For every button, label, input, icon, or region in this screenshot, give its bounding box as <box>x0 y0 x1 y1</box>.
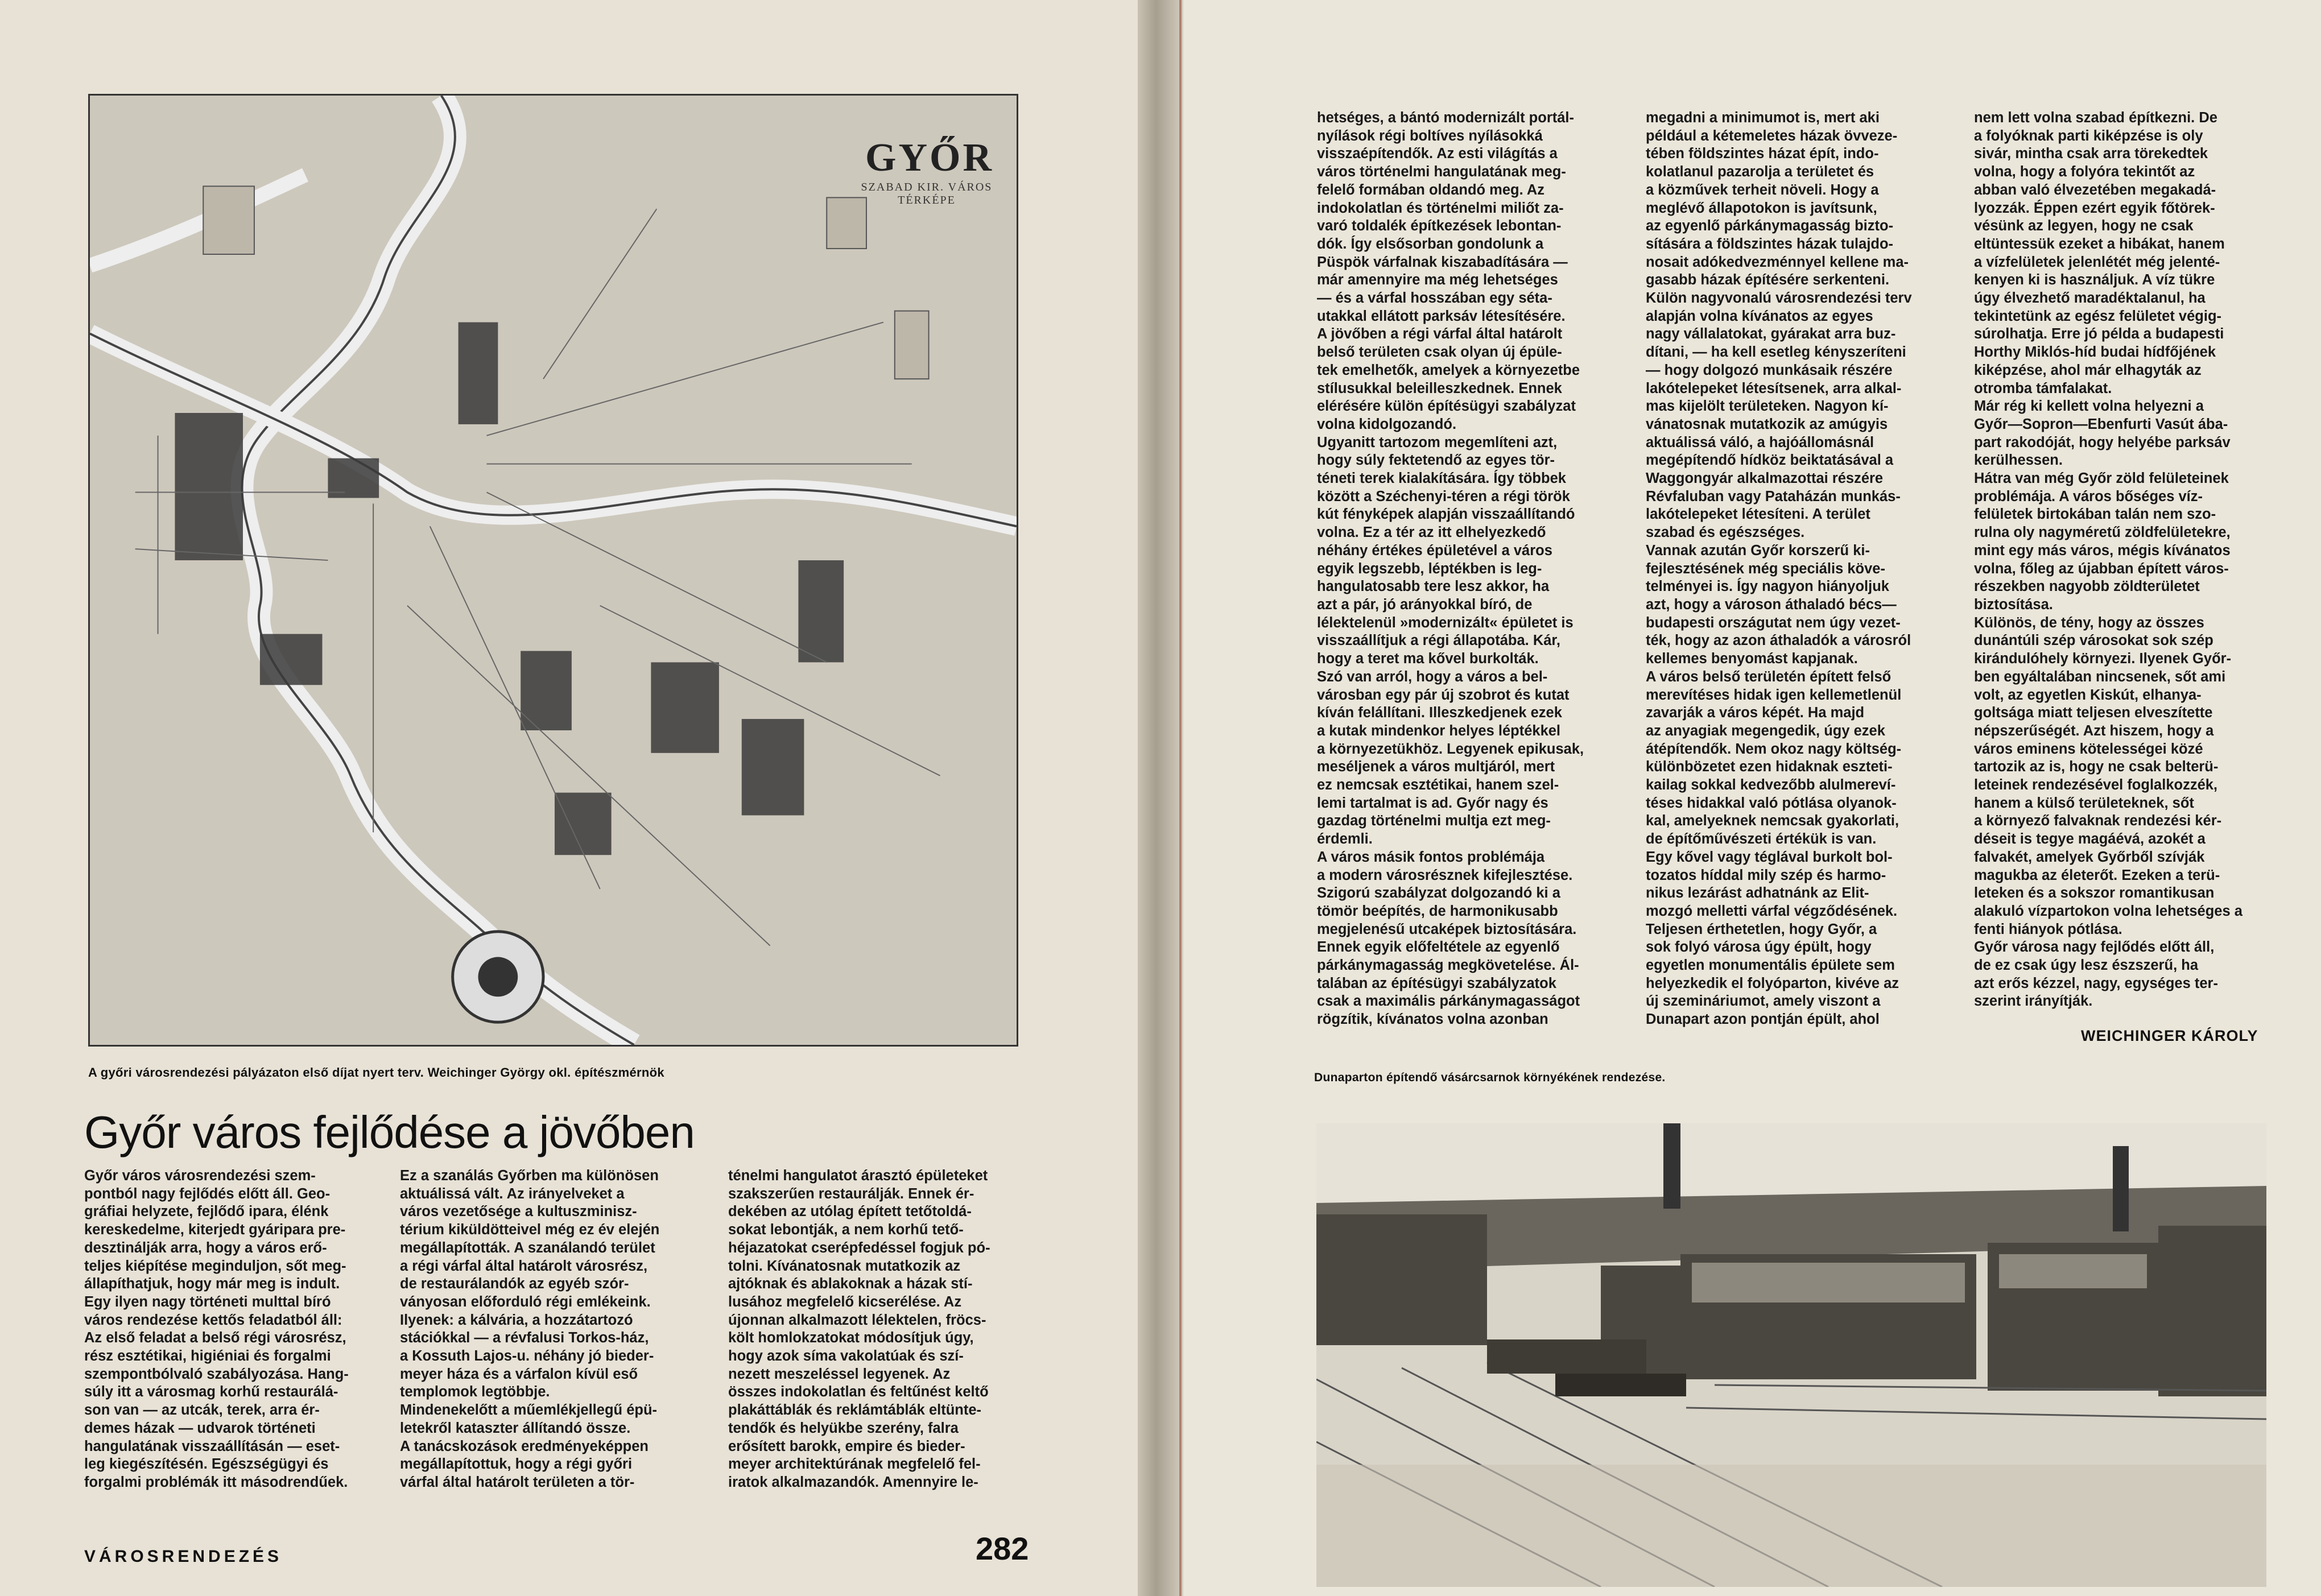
text-line: város történelmi hangulatának meg- <box>1317 164 1566 180</box>
text-line: Dunapart azon pontján épült, ahol <box>1646 1011 1880 1028</box>
text-line: szerint irányítják. <box>1974 993 2093 1010</box>
text-line: szempontbólvaló szabályozása. Hang- <box>84 1366 349 1382</box>
text-line: A jövőben a régi várfal által határolt <box>1317 326 1563 342</box>
text-line: problémája. A város bőséges víz- <box>1974 488 2203 505</box>
text-line: vésünk az legyen, hogy ne csak <box>1974 218 2194 234</box>
book-gutter <box>1138 0 1183 1596</box>
text-line: tében földszintes házat épít, indo- <box>1646 146 1879 162</box>
column-lines <box>1646 109 1944 1029</box>
text-line: hogy súly fektetendő az egyes tör- <box>1317 452 1555 469</box>
text-line: az anyagiak megengedik, úgy ezek <box>1646 722 1885 739</box>
text-line: ajtóknak és ablakoknak a házak stí- <box>728 1276 973 1292</box>
text-line: son van — az utcák, terek, arra ér- <box>84 1402 320 1419</box>
text-line: várfal által határolt területen a tör- <box>400 1474 635 1490</box>
left-column-3 <box>728 1167 1027 1492</box>
text-line: tolni. Kívánatosnak mutatkozik az <box>728 1258 961 1274</box>
text-line: népszerűségét. Azt hiszem, hogy a <box>1974 722 2214 739</box>
text-line: Révfaluban vagy Pataházán munkás- <box>1646 488 1901 505</box>
text-line: volna, hogy a folyóra tekintőt az <box>1974 164 2195 180</box>
text-line: szabad és egészséges. <box>1646 524 1805 541</box>
text-line: sok folyó városa úgy épült, hogy <box>1646 939 1872 956</box>
text-line: hetséges, a bántó modernizált portál- <box>1317 110 1574 126</box>
text-line: hanem a külső területeknek, sőt <box>1974 795 2194 811</box>
text-line: Ez a szanálás Győrben ma különösen <box>400 1168 659 1184</box>
text-line: meglévő állapotokon is javítsunk, <box>1646 200 1877 216</box>
text-line: rulna oly nagyméretű zöldfelületekre, <box>1974 524 2231 541</box>
text-line: azt erős kézzel, nagy, egységes ter- <box>1974 975 2218 991</box>
text-line: varó toldalék építkezések lebontan- <box>1317 218 1562 234</box>
text-line: Hátra van még Győr zöld felületeinek <box>1974 470 2229 487</box>
text-line: Vannak azután Győr korszerű ki- <box>1646 542 1870 559</box>
text-line: talában az építésügyi szabályzatok <box>1317 975 1556 991</box>
text-line: hangulatának visszaállításán — eset- <box>84 1438 340 1454</box>
text-line: vánatosnak mutatkozik az amúgyis <box>1646 416 1888 432</box>
text-line: téneti terek kialakítására. Így többek <box>1317 470 1566 487</box>
column-lines <box>728 1167 1027 1492</box>
text-line: otromba támfalakat. <box>1974 380 2112 396</box>
text-line: kirándulóhely környezi. Ilyenek Győr- <box>1974 651 2232 667</box>
text-line: között a Széchenyi-téren a régi török <box>1317 488 1570 505</box>
text-line: ez nemcsak esztétikai, hanem szel- <box>1317 777 1559 793</box>
text-line: rögzítik, kívánatos volna azonban <box>1317 1011 1548 1028</box>
text-line: a folyóknak parti kiképzése is oly <box>1974 127 2203 144</box>
text-line: kenyen ki is használjuk. A víz tükre <box>1974 272 2215 288</box>
text-line: tek emelhetők, amelyek a környezetbe <box>1317 362 1580 378</box>
text-line: templomok legtöbbje. <box>400 1384 550 1400</box>
text-line: meyer háza és a várfalon kívül eső <box>400 1366 638 1382</box>
text-line: átépítendők. Nem okoz nagy költség- <box>1646 741 1902 757</box>
text-line: nem lett volna szabad építkezni. De <box>1974 110 2217 126</box>
text-line: felületek birtokában talán nem szo- <box>1974 506 2216 523</box>
text-line: például a kétemeletes házak övveze- <box>1646 127 1898 144</box>
text-line: letekről kataszter állítandó össze. <box>400 1420 631 1436</box>
text-line: megépítendő hídköz beiktatásával a <box>1646 452 1894 469</box>
text-line: mas kijelölt területeken. Nagyon kí- <box>1646 398 1889 415</box>
section-footer: VÁROSRENDEZÉS <box>84 1547 283 1566</box>
text-line: Szó van arról, hogy a város a bel- <box>1317 668 1548 685</box>
text-line: megállapítottuk, hogy a régi győri <box>400 1456 633 1473</box>
text-line: biztosítása. <box>1974 596 2053 613</box>
text-line: párkánymagasság megkövetelése. Ál- <box>1317 957 1579 974</box>
text-line: Szigorú szabályzat dolgozandó ki a <box>1317 885 1560 902</box>
city-plan-map <box>88 94 1018 1047</box>
text-line: város eminens kötelességei közé <box>1974 741 2203 757</box>
text-line: aktuálissá váló, a hajóállomásnál <box>1646 434 1874 450</box>
text-line: különbözetet ezen hidaknak eszteti- <box>1646 759 1893 775</box>
drawing-caption: Dunaparton építendő vásárcsarnok környékének rendezése. <box>1314 1071 1666 1084</box>
text-line: néhány értékes épületével a város <box>1317 542 1552 559</box>
text-line: ték, hogy az azon áthaladók a városról <box>1646 632 1911 649</box>
map-subtitle: SZABAD KIR. VÁROS TÉRKÉPE <box>861 181 993 206</box>
text-line: volt, az egyetlen Kiskút, elhanya- <box>1974 687 2202 703</box>
text-line: azt, hogy a városon áthaladó bécs— <box>1646 596 1897 613</box>
text-line: rész esztétikai, higiéniai és forgalmi <box>84 1348 331 1365</box>
article-headline: Győr város fejlődése a jövőben <box>84 1107 695 1157</box>
left-page <box>0 0 1138 1596</box>
left-column-2 <box>400 1167 696 1492</box>
text-line: fenti hiányok pótlása. <box>1974 921 2122 937</box>
text-line: Győr városa nagy fejlődés előtt áll, <box>1974 939 2215 956</box>
text-line: kíván felállítani. Illeszkedjenek ezek <box>1317 705 1562 721</box>
text-line: demes házak — udvarok történeti <box>84 1420 316 1436</box>
text-line: sítására a földszintes házak tulajdo- <box>1646 235 1894 252</box>
text-line: új szemináriumot, amely viszont a <box>1646 993 1881 1010</box>
text-line: desztinálják arra, hogy a város erő- <box>84 1239 327 1256</box>
text-line: a vízfelületek jelenlétét még jelenté- <box>1974 254 2220 270</box>
text-line: Ugyanitt tartozom megemlíteni azt, <box>1317 434 1558 450</box>
text-line: a Kossuth Lajos-u. néhány jó bieder- <box>400 1348 654 1365</box>
text-line: ben egyáltalában nincsenek, sőt ami <box>1974 668 2226 685</box>
text-line: Ilyenek: a kálvária, a hozzátartozó <box>400 1312 633 1328</box>
text-line: lakótelepeket létesítsenek, arra alkal- <box>1646 380 1902 396</box>
text-line: városban egy pár új szobrot és kutat <box>1317 687 1570 703</box>
text-line: nyílások régi boltíves nyílásokká <box>1317 127 1543 144</box>
text-line: kút fényképek alapján visszaállítandó <box>1317 506 1575 523</box>
text-line: nosait adókedvezménnyel kellene ma- <box>1646 254 1909 270</box>
text-line: megjelenésű utcaképek biztosítására. <box>1317 921 1577 937</box>
text-line: dekében az utólag épített tetőtoldá- <box>728 1204 972 1220</box>
text-line: — hogy dolgozó munkásaik részére <box>1646 362 1893 378</box>
page-number: 282 <box>976 1531 1029 1566</box>
text-line: fejlesztésének még speciális köve- <box>1646 560 1885 577</box>
text-line: egyik legszebb, léptékben is leg- <box>1317 560 1542 577</box>
text-line: költ homlokzatokat módosítjuk úgy, <box>728 1330 974 1346</box>
text-line: tozatos híddal mily szép és harmo- <box>1646 867 1886 883</box>
text-line: erősített barokk, empire és bieder- <box>728 1438 965 1454</box>
text-line: Waggongyár alkalmazottai részére <box>1646 470 1884 487</box>
text-line: A tanácskozások eredményeképpen <box>400 1438 649 1454</box>
text-line: térium kiküldötteivel még ez év elején <box>400 1222 660 1238</box>
perspective-sketch <box>1316 1123 2266 1587</box>
text-line: volna, főleg az újabban épített város- <box>1974 560 2229 577</box>
text-line: nezett meszeléssel legyenek. Az <box>728 1366 951 1382</box>
text-line: — és a várfal hosszában egy séta- <box>1317 290 1552 307</box>
text-line: tendők és helyükbe szerény, falra <box>728 1420 959 1436</box>
column-lines <box>1317 109 1616 1029</box>
text-line: Horthy Miklós-híd budai hídfőjének <box>1974 344 2216 361</box>
text-line: lélektelenül »modernizált« épületet is <box>1317 614 1574 631</box>
text-line: úgy élvezhető maradéktalanul, ha <box>1974 290 2206 307</box>
text-line: leteinek rendezésével foglalkozzék, <box>1974 777 2218 793</box>
text-line: lusához megfelelő kicserélése. Az <box>728 1293 962 1310</box>
text-line: a modern városrésznek kifejlesztése. <box>1317 867 1573 883</box>
text-line: Különös, de tény, hogy az összes <box>1974 614 2204 631</box>
text-line: volna. Ez a tér az itt elhelyezkedő <box>1317 524 1546 541</box>
text-line: leteken és a sokszor romantikusan <box>1974 885 2215 902</box>
text-line: nagy vállalatokat, gyárakat arra buz- <box>1646 326 1896 342</box>
text-line: téses hidakkal való pótlása olyanok- <box>1646 795 1897 811</box>
text-line: tekintetünk az egész felületet végig- <box>1974 308 2222 324</box>
text-line: de ez csak úgy lesz észszerű, ha <box>1974 957 2199 974</box>
text-line: stációkkal — a révfalusi Torkos-ház, <box>400 1330 649 1346</box>
text-line: A város másik fontos problémája <box>1317 849 1545 865</box>
text-line: stílusukkal beleilleszkednek. Ennek <box>1317 380 1562 396</box>
text-line: gazdag történelmi multja ezt meg- <box>1317 813 1551 829</box>
text-line: telményei is. Így nagyon hiányoljuk <box>1646 578 1889 595</box>
text-line: Már rég ki kellett volna helyezni a <box>1974 398 2204 415</box>
text-line: állapíthatjuk, hogy már meg is indult. <box>84 1276 340 1292</box>
text-line: egyetlen monumentális épülete sem <box>1646 957 1895 974</box>
column-lines <box>400 1167 696 1492</box>
text-line: eltüntessük ezeket a hibákat, hanem <box>1974 235 2225 252</box>
text-line: elérésére külön építésügyi szabályzat <box>1317 398 1576 415</box>
text-line: magukba az életerőt. Ezeken a terü- <box>1974 867 2220 883</box>
text-line: a környezetükhöz. Legyenek epikusak, <box>1317 741 1584 757</box>
text-line: Győr—Sopron—Ebenfurti Vasút ába- <box>1974 416 2228 432</box>
text-line: Egy ilyen nagy történeti multtal bíró <box>84 1293 331 1310</box>
right-column-1 <box>1317 109 1616 1029</box>
text-line: kellemes benyomást kapjanak. <box>1646 651 1858 667</box>
map-title: GYŐR <box>865 136 994 180</box>
text-line: újonnan alkalmazott lélektelen, fröcs- <box>728 1312 986 1328</box>
text-line: Püspök várfalnak kiszabadítására — <box>1317 254 1568 270</box>
text-line: volna kidolgozandó. <box>1317 416 1457 432</box>
text-line: falvakét, amelyek Győrből szívják <box>1974 849 2205 865</box>
text-line: súly itt a városmag korhű restaurálá- <box>84 1384 338 1400</box>
text-line: felelő formában oldandó meg. Az <box>1317 181 1545 198</box>
text-line: lakótelepeket létesíteni. A terület <box>1646 506 1870 523</box>
text-line: mint egy más város, mégis kívánatos <box>1974 542 2231 559</box>
text-line: azt a pár, jó arányokkal bíró, de <box>1317 596 1533 613</box>
text-line: mozgó melletti várfal végződésének. <box>1646 903 1898 919</box>
text-line: összes indokolatlan és feltűnést keltő <box>728 1384 989 1400</box>
binding-thread <box>1179 0 1182 1596</box>
column-lines <box>1974 109 2270 1011</box>
text-line: pontból nagy fejlődés előtt áll. Geo- <box>84 1185 331 1202</box>
text-line: indokolatlan és történelmi miliőt za- <box>1317 200 1564 216</box>
text-line: aktuálissá vált. Az irányelveket a <box>400 1185 625 1202</box>
text-line: Egy kővel vagy téglával burkolt bol- <box>1646 849 1893 865</box>
text-line: gráfiai helyzete, fejlődő ipara, élénk <box>84 1204 329 1220</box>
text-line: megadni a minimumot is, mert aki <box>1646 110 1880 126</box>
text-line: szakszerűen restaurálják. Ennek ér- <box>728 1185 974 1202</box>
text-line: alapján volna kívánatos az egyes <box>1646 308 1873 324</box>
text-line: hogy a teret ma kővel burkolták. <box>1317 651 1539 667</box>
map-drawing <box>90 96 1017 1045</box>
text-line: zavarják a város képét. Ha majd <box>1646 705 1865 721</box>
text-line: kerülhessen. <box>1974 452 2063 469</box>
text-line: gasabb házak építésére serkenteni. <box>1646 272 1890 288</box>
text-line: Külön nagyvonalú városrendezési terv <box>1646 290 1912 307</box>
text-line: tömör beépítés, de harmonikusabb <box>1317 903 1558 919</box>
text-line: Győr város városrendezési szem- <box>84 1168 316 1184</box>
text-line: teljes kiépítése meginduljon, sőt meg- <box>84 1258 346 1274</box>
right-column-3 <box>1974 109 2270 1011</box>
text-line: kal, amelyeknek nemcsak gyakorlati, <box>1646 813 1899 829</box>
text-line: ténelmi hangulatot árasztó épületeket <box>728 1168 988 1184</box>
text-line: déseit is tegye magáévá, azokét a <box>1974 831 2206 847</box>
text-line: kailag sokkal kedvezőbb alulmereví- <box>1646 777 1896 793</box>
text-line: csak a maximális párkánymagasságot <box>1317 993 1580 1010</box>
text-line: goltsága miatt teljesen elveszítette <box>1974 705 2213 721</box>
text-line: megállapították. A szanálandó terület <box>400 1239 655 1256</box>
text-line: hogy azok síma vakolatúak és szí- <box>728 1348 964 1365</box>
text-line: visszaállítjuk a régi állapotába. Kár, <box>1317 632 1561 649</box>
text-line: visszaépítendők. Az esti világítás a <box>1317 146 1558 162</box>
text-line: dunántúli szép városokat sok szép <box>1974 632 2213 649</box>
text-line: tartozik az is, hogy ne csak belterü- <box>1974 759 2219 775</box>
text-line: kiképzése, ahol már elhagyták az <box>1974 362 2202 378</box>
text-line: hangulatosabb tere lesz akkor, ha <box>1317 578 1550 595</box>
text-line: merevítéses hidak igen kellemetlenül <box>1646 687 1902 703</box>
map-caption: A győri városrendezési pályázaton első díjat nyert terv. Weichinger György okl. építészmérnök <box>88 1065 664 1080</box>
left-column-1 <box>84 1167 374 1492</box>
text-line: város vezetősége a kultuszminisz- <box>400 1204 637 1220</box>
text-line: nikus lezárást adhatnánk az Elit- <box>1646 885 1869 902</box>
text-line: ványosan előforduló régi emlékeink. <box>400 1293 651 1310</box>
text-line: Az első feladat a belső régi városrész, <box>84 1330 346 1346</box>
text-line: már amennyire ma még lehetséges <box>1317 272 1558 288</box>
text-line: a környező falvaknak rendezési kér- <box>1974 813 2222 829</box>
text-line: forgalmi problémák itt másodrendűek. <box>84 1474 348 1490</box>
author-signature: WEICHINGER KÁROLY <box>2081 1027 2258 1044</box>
text-line: a kutak mindenkor helyes léptékkel <box>1317 722 1561 739</box>
text-line: a közművek terheit növeli. Hogy a <box>1646 181 1879 198</box>
text-line: dítani, — ha kell esetleg kényszeríteni <box>1646 344 1906 361</box>
text-line: plakáttáblák és reklámtáblák eltünte- <box>728 1402 982 1419</box>
text-line: meyer architektúrának megfelelő fel- <box>728 1456 981 1473</box>
text-line: súrolhatja. Erre jó példa a budapesti <box>1974 326 2224 342</box>
text-line: Mindenekelőtt a műemlékjellegű épü- <box>400 1402 658 1419</box>
text-line: alakuló vízpartokon volna lehetséges a <box>1974 903 2242 919</box>
text-line: de restaurálandók az egyéb szór- <box>400 1276 629 1292</box>
text-line: belső területen csak olyan új épüle- <box>1317 344 1562 361</box>
text-line: Teljesen érthetetlen, hogy Győr, a <box>1646 921 1877 937</box>
text-line: részekben nagyobb zöldterületet <box>1974 578 2200 595</box>
text-line: leg kiegészítésén. Egészségügyi és <box>84 1456 329 1473</box>
text-line: az egyenlő párkánymagasság bizto- <box>1646 218 1894 234</box>
text-line: A város belső területén épített felső <box>1646 668 1892 685</box>
text-line: lyozzák. Éppen ezért egyik főtörek- <box>1974 200 2215 216</box>
column-lines <box>84 1167 374 1492</box>
market-hall-drawing <box>1316 1123 2266 1587</box>
text-line: érdemli. <box>1317 831 1373 847</box>
text-line: abban való élvezetében megakadá- <box>1974 181 2216 198</box>
text-line: de építőművészeti értékük is van. <box>1646 831 1877 847</box>
text-line: kereskedelme, kiterjedt gyáripara pre- <box>84 1222 346 1238</box>
text-line: a régi várfal által határolt városrész, <box>400 1258 648 1274</box>
text-line: dók. Így elsősorban gondolunk a <box>1317 235 1544 252</box>
text-line: héjazatokat cserépfedéssel fogjuk pó- <box>728 1239 990 1256</box>
text-line: meséljenek a város multjáról, mert <box>1317 759 1555 775</box>
text-line: lemi tartalmat is ad. Győr nagy és <box>1317 795 1548 811</box>
text-line: város rendezése kettős feladatból áll: <box>84 1312 342 1328</box>
text-line: iratok alkalmazandók. Amennyire le- <box>728 1474 978 1490</box>
text-line: Ennek egyik előfeltétele az egyenlő <box>1317 939 1560 956</box>
text-line: utakkal ellátott parksáv létesítésére. <box>1317 308 1566 324</box>
right-column-2 <box>1646 109 1944 1029</box>
text-line: sivár, mintha csak arra törekedtek <box>1974 146 2208 162</box>
text-line: sokat lebontják, a nem korhű tető- <box>728 1222 964 1238</box>
text-line: part rakodóját, hogy helyébe parksáv <box>1974 434 2231 450</box>
text-line: budapesti országutat nem úgy vezet- <box>1646 614 1901 631</box>
text-line: kolatlanul pazarolja a területet és <box>1646 164 1874 180</box>
text-line: helyezkedik el folyóparton, kivéve az <box>1646 975 1899 991</box>
